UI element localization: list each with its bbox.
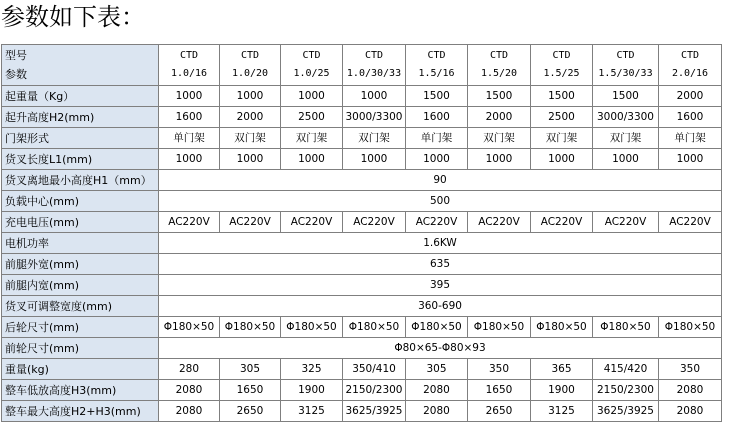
spec-value: 2650 xyxy=(220,401,281,422)
spec-value: AC220V xyxy=(343,212,406,233)
spec-value: Φ180×50 xyxy=(659,317,722,338)
spec-row-label: 起升高度H2(mm) xyxy=(2,107,159,128)
spec-value: 2500 xyxy=(281,107,343,128)
header-label-params: 参数 xyxy=(5,68,27,81)
spec-row xyxy=(2,296,722,317)
spec-value: 1650 xyxy=(468,380,531,401)
spec-value: 3625/3925 xyxy=(343,401,406,422)
spec-row-label: 货叉离地最小高度H1（mm） xyxy=(2,170,159,191)
spec-value: 1600 xyxy=(659,107,722,128)
spec-value: 2650 xyxy=(468,401,531,422)
model-cell xyxy=(343,45,406,86)
spec-value: 3125 xyxy=(281,401,343,422)
spec-value-shared: Φ80×65-Φ80×93 xyxy=(159,338,722,359)
spec-row xyxy=(2,254,722,275)
spec-value: Φ180×50 xyxy=(468,317,531,338)
spec-table-body xyxy=(2,45,722,422)
spec-value: 双门架 xyxy=(468,128,531,149)
spec-value: AC220V xyxy=(220,212,281,233)
spec-row xyxy=(2,149,722,170)
spec-value: 1500 xyxy=(531,86,593,107)
model-cell xyxy=(281,45,343,86)
spec-row-label: 整车低放高度H3(mm) xyxy=(2,380,159,401)
model-code: 1.5/16 xyxy=(418,68,455,79)
model-series: CTD xyxy=(489,50,509,61)
model-code: 1.0/16 xyxy=(170,68,208,79)
spec-value: AC220V xyxy=(406,212,468,233)
spec-value: 2080 xyxy=(159,380,220,401)
spec-row xyxy=(2,275,722,296)
spec-row xyxy=(2,359,722,380)
page-heading: 参数如下表： xyxy=(1,3,145,31)
spec-value: 2000 xyxy=(659,86,722,107)
spec-row xyxy=(2,191,722,212)
spec-row-label: 前腿内宽(mm) xyxy=(2,275,159,296)
model-series: CTD xyxy=(240,50,260,61)
spec-value: 325 xyxy=(281,359,343,380)
model-series: CTD xyxy=(179,50,199,61)
spec-value: 1000 xyxy=(593,149,659,170)
spec-value: 3000/3300 xyxy=(593,107,659,128)
spec-value: Φ180×50 xyxy=(281,317,343,338)
spec-value: 1000 xyxy=(281,86,343,107)
spec-value-shared: 500 xyxy=(159,191,722,212)
model-code: 1.0/20 xyxy=(231,68,269,79)
spec-value: 365 xyxy=(531,359,593,380)
model-series: CTD xyxy=(364,50,384,61)
header-label-model: 型号 xyxy=(5,49,27,62)
spec-value: 2080 xyxy=(406,401,468,422)
spec-value: 1000 xyxy=(659,149,722,170)
spec-value-shared: 1.6KW xyxy=(159,233,722,254)
header-label-cell xyxy=(2,45,159,86)
spec-value: 2000 xyxy=(220,107,281,128)
spec-value-shared: 360-690 xyxy=(159,296,722,317)
spec-row xyxy=(2,212,722,233)
model-series: CTD xyxy=(680,50,700,61)
spec-value: 2080 xyxy=(659,380,722,401)
spec-row-label: 重量(kg) xyxy=(2,359,159,380)
spec-row-label: 起重量（Kg） xyxy=(2,86,159,107)
spec-row-label: 电机功率 xyxy=(2,233,159,254)
spec-table xyxy=(1,44,722,422)
model-cell xyxy=(406,45,468,86)
spec-value: Φ180×50 xyxy=(406,317,468,338)
spec-row xyxy=(2,338,722,359)
spec-value: 1900 xyxy=(531,380,593,401)
spec-value: 3625/3925 xyxy=(593,401,659,422)
spec-value: 2000 xyxy=(468,107,531,128)
spec-value: 单门架 xyxy=(406,128,468,149)
spec-row-label: 负载中心(mm) xyxy=(2,191,159,212)
spec-value: 双门架 xyxy=(593,128,659,149)
spec-row xyxy=(2,233,722,254)
spec-row-label: 货叉可调整宽度(mm) xyxy=(2,296,159,317)
spec-value: 1000 xyxy=(343,149,406,170)
spec-value-shared: 635 xyxy=(159,254,722,275)
spec-value: 1000 xyxy=(220,149,281,170)
spec-row xyxy=(2,380,722,401)
spec-row xyxy=(2,401,722,422)
model-cell xyxy=(593,45,659,86)
spec-value: 350/410 xyxy=(343,359,406,380)
model-cell xyxy=(159,45,220,86)
spec-value: 1000 xyxy=(343,86,406,107)
spec-value: 1000 xyxy=(159,86,220,107)
model-cell xyxy=(468,45,531,86)
spec-value: 2150/2300 xyxy=(593,380,659,401)
model-code: 1.5/20 xyxy=(480,68,518,79)
spec-value: 2500 xyxy=(531,107,593,128)
spec-value: 3125 xyxy=(531,401,593,422)
spec-value: AC220V xyxy=(659,212,722,233)
spec-value: 2150/2300 xyxy=(343,380,406,401)
model-series: CTD xyxy=(616,50,635,61)
spec-row-label: 货叉长度L1(mm) xyxy=(2,149,159,170)
model-code: 1.0/25 xyxy=(293,68,330,79)
spec-value: 3000/3300 xyxy=(343,107,406,128)
model-series: CTD xyxy=(427,50,446,61)
spec-value: 1500 xyxy=(406,86,468,107)
model-cell xyxy=(531,45,593,86)
spec-value: 280 xyxy=(159,359,220,380)
spec-value: 2080 xyxy=(406,380,468,401)
spec-value: Φ180×50 xyxy=(159,317,220,338)
spec-value: 1600 xyxy=(159,107,220,128)
spec-value: 1000 xyxy=(468,149,531,170)
spec-value: Φ180×50 xyxy=(531,317,593,338)
spec-value: 1650 xyxy=(220,380,281,401)
spec-value: 1600 xyxy=(406,107,468,128)
spec-value: AC220V xyxy=(159,212,220,233)
spec-value: AC220V xyxy=(281,212,343,233)
spec-value: 1500 xyxy=(468,86,531,107)
spec-value: Φ180×50 xyxy=(343,317,406,338)
model-series: CTD xyxy=(302,50,321,61)
spec-row-label: 充电电压(mm) xyxy=(2,212,159,233)
spec-value: 双门架 xyxy=(220,128,281,149)
spec-value: 单门架 xyxy=(159,128,220,149)
model-code: 1.0/30/33 xyxy=(346,68,402,79)
spec-value: 1000 xyxy=(406,149,468,170)
spec-value: 双门架 xyxy=(281,128,343,149)
spec-value: 2080 xyxy=(159,401,220,422)
spec-value: Φ180×50 xyxy=(220,317,281,338)
spec-value: 双门架 xyxy=(531,128,593,149)
spec-value: AC220V xyxy=(593,212,659,233)
spec-value: 1000 xyxy=(159,149,220,170)
spec-value: 双门架 xyxy=(343,128,406,149)
spec-row xyxy=(2,170,722,191)
spec-row xyxy=(2,128,722,149)
spec-value: Φ180×50 xyxy=(593,317,659,338)
model-header-row xyxy=(2,45,722,86)
spec-value: 1000 xyxy=(531,149,593,170)
spec-row xyxy=(2,86,722,107)
spec-row-label: 整车最大高度H2+H3(mm) xyxy=(2,401,159,422)
spec-value: 1000 xyxy=(281,149,343,170)
spec-value: 1000 xyxy=(220,86,281,107)
spec-row-label: 前腿外宽(mm) xyxy=(2,254,159,275)
spec-value: 单门架 xyxy=(659,128,722,149)
spec-row-label: 后轮尺寸(mm) xyxy=(2,317,159,338)
model-cell xyxy=(659,45,722,86)
spec-value: AC220V xyxy=(531,212,593,233)
model-code: 1.5/25 xyxy=(543,68,580,79)
spec-value: AC220V xyxy=(468,212,531,233)
spec-value: 2080 xyxy=(659,401,722,422)
spec-value: 415/420 xyxy=(593,359,659,380)
spec-value-shared: 395 xyxy=(159,275,722,296)
model-code: 1.5/30/33 xyxy=(598,68,653,79)
model-cell xyxy=(220,45,281,86)
spec-row-label: 前轮尺寸(mm) xyxy=(2,338,159,359)
spec-row-label: 门架形式 xyxy=(2,128,159,149)
spec-value: 350 xyxy=(659,359,722,380)
spec-value-shared: 90 xyxy=(159,170,722,191)
spec-value: 1500 xyxy=(593,86,659,107)
spec-value: 350 xyxy=(468,359,531,380)
spec-value: 1900 xyxy=(281,380,343,401)
spec-row xyxy=(2,317,722,338)
spec-value: 305 xyxy=(220,359,281,380)
model-series: CTD xyxy=(552,50,571,61)
model-code: 2.0/16 xyxy=(671,68,709,79)
spec-value: 305 xyxy=(406,359,468,380)
spec-row xyxy=(2,107,722,128)
